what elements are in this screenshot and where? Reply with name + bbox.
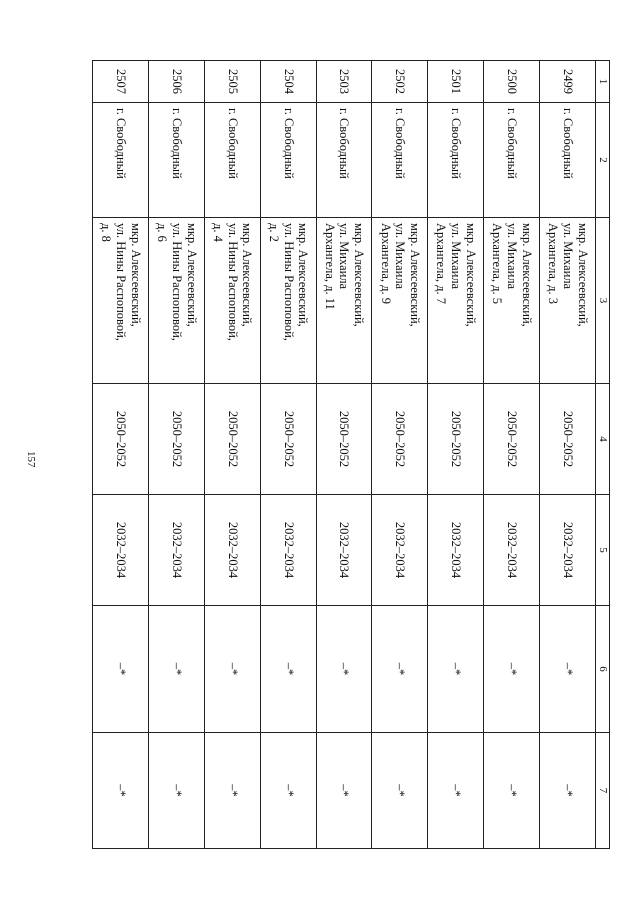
value-cell: –* — [428, 733, 484, 849]
address-line: мкр. Алексеевский, — [128, 223, 143, 327]
page-number: 157 — [25, 451, 37, 468]
address-cell — [372, 218, 428, 384]
address-line: Архангела, д. 7 — [434, 223, 449, 305]
address-line: ул. Михаила — [505, 223, 520, 290]
address-line: мкр. Алексеевский, — [352, 223, 367, 327]
address-line: ул. Михаила — [393, 223, 408, 290]
period-cell: 2032–2034 — [260, 495, 316, 606]
value-cell: –* — [149, 606, 205, 733]
period-cell: 2032–2034 — [316, 495, 372, 606]
address-line: ул. Нины Распоповой, — [169, 223, 184, 341]
row-number-cell: 2502 — [372, 61, 428, 103]
address-cell — [149, 218, 205, 384]
address-line: д. 4 — [210, 223, 225, 242]
address-cell — [484, 218, 540, 384]
address-line: мкр. Алексеевский, — [408, 223, 423, 327]
address-cell — [204, 218, 260, 384]
city-cell: г. Свободный — [540, 103, 596, 218]
address-line: д. 8 — [99, 223, 114, 242]
address-cell — [540, 218, 596, 384]
value-cell: –* — [540, 733, 596, 849]
value-cell: –* — [540, 606, 596, 733]
address-cell — [316, 218, 372, 384]
table-row — [428, 61, 484, 849]
address-cell — [260, 218, 316, 384]
column-number-row — [596, 61, 610, 849]
column-number-cell: 1 — [596, 61, 610, 103]
period-cell: 2032–2034 — [149, 495, 205, 606]
column-number-cell: 3 — [596, 218, 610, 384]
value-cell: –* — [204, 606, 260, 733]
column-number-cell: 6 — [596, 606, 610, 733]
table-row — [316, 61, 372, 849]
value-cell: –* — [93, 606, 149, 733]
city-cell: г. Свободный — [260, 103, 316, 218]
address-cell — [428, 218, 484, 384]
address-line: ул. Нины Распоповой, — [281, 223, 296, 341]
address-line: Архангела, д. 5 — [490, 223, 505, 305]
address-line: мкр. Алексеевский, — [240, 223, 255, 327]
row-number-cell: 2506 — [149, 61, 205, 103]
period-cell: 2050–2052 — [93, 384, 149, 495]
row-number-cell: 2501 — [428, 61, 484, 103]
value-cell: –* — [484, 606, 540, 733]
address-line: ул. Михаила — [337, 223, 352, 290]
city-cell: г. Свободный — [93, 103, 149, 218]
address-line: Архангела, д. 11 — [322, 223, 337, 310]
address-cell — [93, 218, 149, 384]
value-cell: –* — [428, 606, 484, 733]
period-cell: 2050–2052 — [484, 384, 540, 495]
period-cell: 2032–2034 — [204, 495, 260, 606]
period-cell: 2032–2034 — [428, 495, 484, 606]
table-row — [204, 61, 260, 849]
city-cell: г. Свободный — [484, 103, 540, 218]
address-line: Архангела, д. 3 — [546, 223, 561, 305]
address-line: д. 2 — [266, 223, 281, 242]
value-cell: –* — [260, 606, 316, 733]
column-number-cell: 5 — [596, 495, 610, 606]
period-cell: 2050–2052 — [428, 384, 484, 495]
table-row — [260, 61, 316, 849]
address-line: мкр. Алексеевский, — [463, 223, 478, 327]
period-cell: 2050–2052 — [316, 384, 372, 495]
address-line: мкр. Алексеевский, — [184, 223, 199, 327]
period-cell: 2032–2034 — [93, 495, 149, 606]
value-cell: –* — [204, 733, 260, 849]
period-cell: 2050–2052 — [260, 384, 316, 495]
table-row — [149, 61, 205, 849]
table-row — [93, 61, 149, 849]
row-number-cell: 2505 — [204, 61, 260, 103]
city-cell: г. Свободный — [316, 103, 372, 218]
address-line: ул. Михаила — [560, 223, 575, 290]
value-cell: –* — [316, 606, 372, 733]
column-number-cell: 2 — [596, 103, 610, 218]
address-line: мкр. Алексеевский, — [296, 223, 311, 327]
row-number-cell: 2499 — [540, 61, 596, 103]
value-cell: –* — [372, 733, 428, 849]
city-cell: г. Свободный — [204, 103, 260, 218]
city-cell: г. Свободный — [372, 103, 428, 218]
address-line: мкр. Алексеевский, — [519, 223, 534, 327]
row-number-cell: 2500 — [484, 61, 540, 103]
row-number-cell: 2504 — [260, 61, 316, 103]
address-line: ул. Нины Распоповой, — [113, 223, 128, 341]
row-number-cell: 2507 — [93, 61, 149, 103]
period-cell: 2032–2034 — [540, 495, 596, 606]
table-row — [372, 61, 428, 849]
address-line: мкр. Алексеевский, — [575, 223, 590, 327]
address-line: д. 6 — [155, 223, 170, 242]
address-line: Архангела, д. 9 — [378, 223, 393, 305]
value-cell: –* — [316, 733, 372, 849]
period-cell: 2050–2052 — [540, 384, 596, 495]
value-cell: –* — [372, 606, 428, 733]
value-cell: –* — [260, 733, 316, 849]
column-number-cell: 7 — [596, 733, 610, 849]
table-row — [540, 61, 596, 849]
value-cell: –* — [484, 733, 540, 849]
period-cell: 2050–2052 — [149, 384, 205, 495]
city-cell: г. Свободный — [149, 103, 205, 218]
rotated-table-wrapper — [92, 60, 610, 848]
table-row — [484, 61, 540, 849]
period-cell: 2050–2052 — [372, 384, 428, 495]
period-cell: 2032–2034 — [484, 495, 540, 606]
row-number-cell: 2503 — [316, 61, 372, 103]
registry-table — [92, 60, 610, 849]
city-cell: г. Свободный — [428, 103, 484, 218]
period-cell: 2050–2052 — [204, 384, 260, 495]
value-cell: –* — [93, 733, 149, 849]
column-number-cell: 4 — [596, 384, 610, 495]
period-cell: 2032–2034 — [372, 495, 428, 606]
address-line: ул. Нины Распоповой, — [225, 223, 240, 341]
address-line: ул. Михаила — [449, 223, 464, 290]
value-cell: –* — [149, 733, 205, 849]
